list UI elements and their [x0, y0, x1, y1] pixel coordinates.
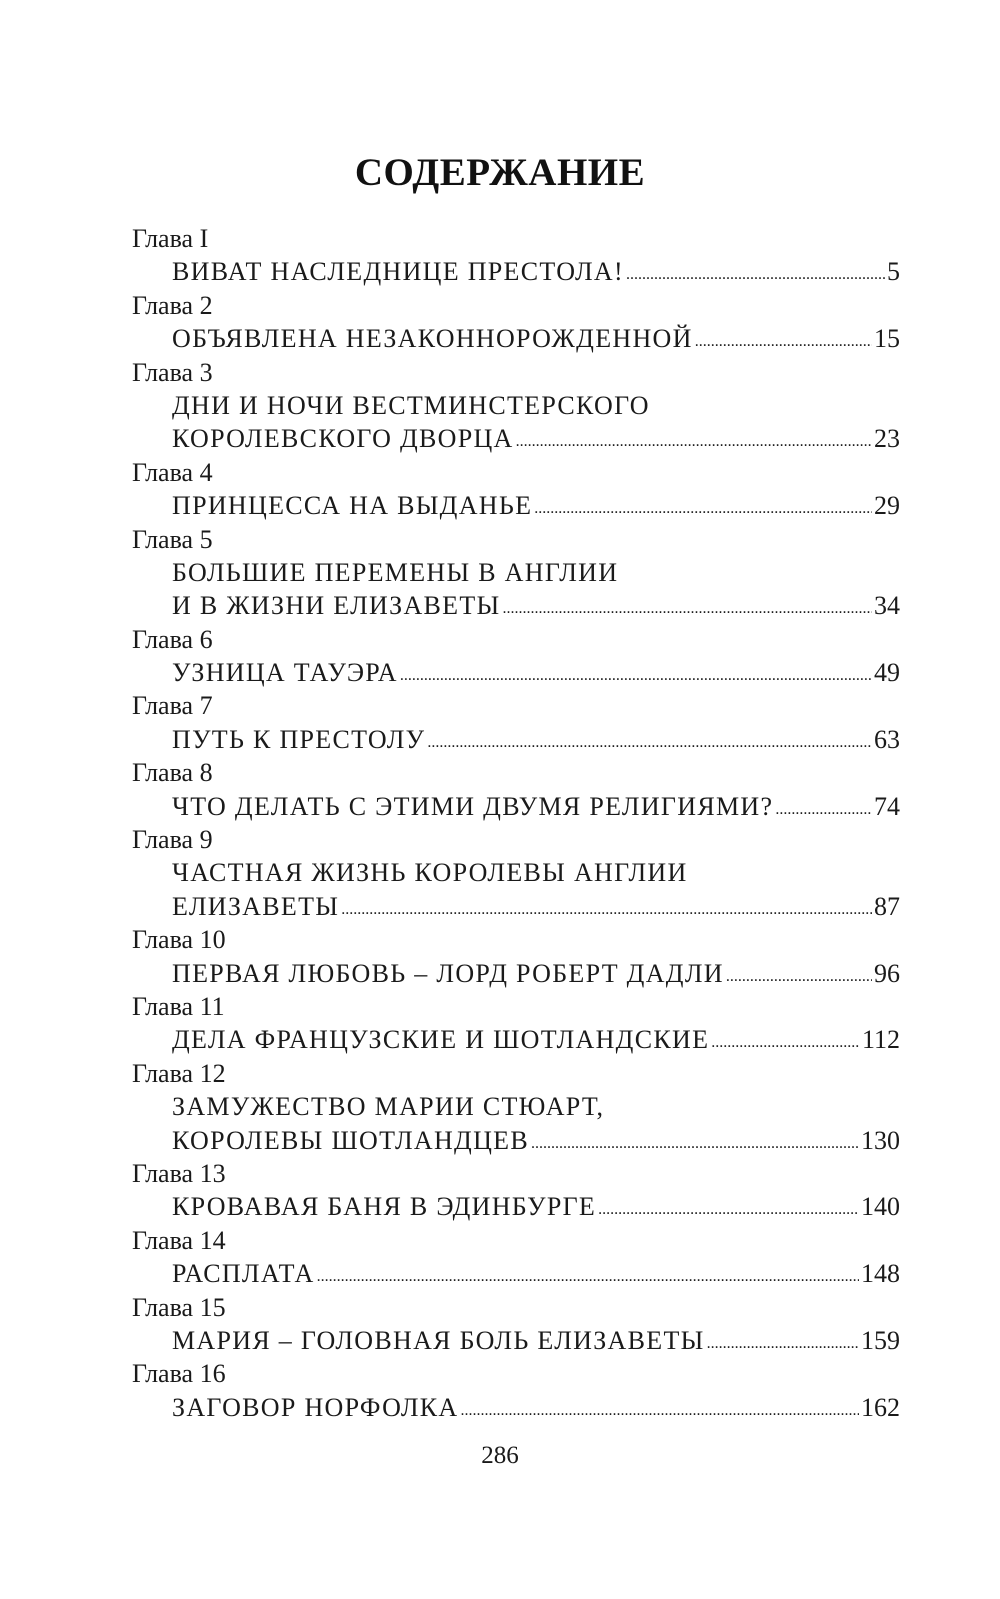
chapter-title: ВИВАТ НАСЛЕДНИЦЕ ПРЕСТОЛА! [172, 257, 624, 287]
chapter-label: Глава 7 [132, 691, 213, 721]
chapter-title-line-with-page [132, 957, 900, 990]
chapter-title-line-with-page [132, 589, 900, 622]
toc-chapter [132, 1357, 900, 1424]
dot-leader [400, 659, 872, 692]
dot-leader [427, 726, 872, 759]
chapter-title: РАСПЛАТА [172, 1259, 315, 1289]
chapter-label: Глава 11 [132, 991, 225, 1021]
toc-chapter [132, 756, 900, 823]
chapter-page-number: 162 [861, 1392, 900, 1422]
page-number-footer: 286 [481, 1442, 519, 1469]
toc-chapter [132, 289, 900, 356]
chapter-title: МАРИЯ – ГОЛОВНАЯ БОЛЬ ЕЛИЗАВЕТЫ [172, 1325, 705, 1355]
dot-leader [626, 258, 885, 291]
chapter-label: Глава 4 [132, 457, 213, 487]
chapter-page-number: 63 [874, 724, 900, 754]
chapter-title: ЗАМУЖЕСТВО МАРИИ СТЮАРТ, [172, 1092, 605, 1122]
chapter-title-line-with-page [132, 890, 900, 923]
toc-chapter [132, 923, 900, 990]
chapter-page-number: 29 [874, 491, 900, 521]
dot-leader [531, 1127, 859, 1160]
chapter-title: И В ЖИЗНИ ЕЛИЗАВЕТЫ [172, 591, 501, 621]
dot-leader [775, 793, 872, 826]
dot-leader [461, 1394, 860, 1427]
chapter-title-line-with-page [132, 322, 900, 355]
chapter-title: КОРОЛЕВСКОГО ДВОРЦА [172, 424, 514, 454]
dot-leader [341, 893, 872, 926]
chapter-page-number: 5 [887, 257, 900, 287]
chapter-title: ЧТО ДЕЛАТЬ С ЭТИМИ ДВУМЯ РЕЛИГИЯМИ? [172, 791, 774, 821]
chapter-title: КРОВАВАЯ БАНЯ В ЭДИНБУРГЕ [172, 1192, 597, 1222]
chapter-label: Глава 6 [132, 624, 213, 654]
chapter-label: Глава 16 [132, 1359, 226, 1389]
toc-chapter [132, 689, 900, 756]
toc-chapter [132, 1224, 900, 1291]
chapter-title: ОБЪЯВЛЕНА НЕЗАКОННОРОЖДЕННОЙ [172, 324, 693, 354]
chapter-title: КОРОЛЕВЫ ШОТЛАНДЦЕВ [172, 1125, 529, 1155]
dot-leader [695, 325, 872, 358]
chapter-title: ЕЛИЗАВЕТЫ [172, 891, 340, 921]
chapter-label: Глава 10 [132, 925, 226, 955]
chapter-label: Глава 3 [132, 357, 213, 387]
chapter-page-number: 49 [874, 658, 900, 688]
dot-leader [317, 1260, 859, 1293]
chapter-page-number: 34 [874, 591, 900, 621]
chapter-title-line-with-page [132, 723, 900, 756]
chapter-title-line-with-page [132, 790, 900, 823]
chapter-title: ДНИ И НОЧИ ВЕСТМИНСТЕРСКОГО [172, 390, 650, 420]
chapter-title: ЗАГОВОР НОРФОЛКА [172, 1392, 459, 1422]
toc-chapter [132, 1157, 900, 1224]
chapter-title: БОЛЬШИЕ ПЕРЕМЕНЫ В АНГЛИИ [172, 557, 619, 587]
table-of-contents [132, 222, 900, 1424]
dot-leader [516, 425, 872, 458]
chapter-title-line-with-page [132, 489, 900, 522]
dot-leader [534, 492, 872, 525]
chapter-page-number: 140 [861, 1192, 900, 1222]
dot-leader [598, 1193, 859, 1226]
dot-leader [707, 1327, 859, 1360]
chapter-page-number: 23 [874, 424, 900, 454]
toc-chapter [132, 1291, 900, 1358]
toc-chapter [132, 356, 900, 456]
chapter-page-number: 112 [861, 1025, 900, 1055]
chapter-title-line-with-page [132, 1257, 900, 1290]
chapter-title: ДЕЛА ФРАНЦУЗСКИЕ И ШОТЛАНДСКИЕ [172, 1025, 710, 1055]
chapter-page-number: 74 [874, 791, 900, 821]
chapter-label: Глава 5 [132, 524, 213, 554]
chapter-title: ЧАСТНАЯ ЖИЗНЬ КОРОЛЕВЫ АНГЛИИ [172, 858, 688, 888]
chapter-title: ПУТЬ К ПРЕСТОЛУ [172, 724, 426, 754]
toc-chapter [132, 523, 900, 623]
chapter-title: ПЕРВАЯ ЛЮБОВЬ – ЛОРД РОБЕРТ ДАДЛИ [172, 958, 724, 988]
chapter-label: Глава I [132, 224, 209, 253]
chapter-label: Глава 13 [132, 1158, 226, 1188]
chapter-title-line-with-page [132, 1023, 900, 1056]
chapter-label: Глава 9 [132, 825, 213, 855]
chapter-label: Глава 2 [132, 290, 213, 320]
chapter-title-line [132, 556, 900, 589]
chapter-title-line [132, 1090, 900, 1123]
toc-chapter [132, 623, 900, 690]
chapter-title: УЗНИЦА ТАУЭРА [172, 658, 398, 688]
chapter-title-line-with-page [132, 255, 900, 288]
toc-chapter [132, 1057, 900, 1157]
chapter-title-line [132, 856, 900, 889]
chapter-title: ПРИНЦЕССА НА ВЫДАНЬЕ [172, 491, 533, 521]
chapter-title-line-with-page [132, 1124, 900, 1157]
toc-chapter [132, 222, 900, 289]
dot-leader [726, 960, 872, 993]
dot-leader [711, 1026, 860, 1059]
chapter-page-number: 148 [861, 1259, 900, 1289]
toc-chapter [132, 456, 900, 523]
chapter-page-number: 159 [861, 1325, 900, 1355]
chapter-label: Глава 8 [132, 758, 213, 788]
toc-chapter [132, 990, 900, 1057]
chapter-label: Глава 15 [132, 1292, 226, 1322]
chapter-title-line-with-page [132, 656, 900, 689]
chapter-title-line-with-page [132, 1324, 900, 1357]
chapter-label: Глава 14 [132, 1225, 226, 1255]
chapter-title-line-with-page [132, 1391, 900, 1424]
chapter-page-number: 15 [874, 324, 900, 354]
chapter-label: Глава 12 [132, 1058, 226, 1088]
chapter-page-number: 130 [861, 1125, 900, 1155]
toc-chapter [132, 823, 900, 923]
chapter-title-line [132, 389, 900, 422]
chapter-title-line-with-page [132, 1190, 900, 1223]
chapter-page-number: 87 [874, 891, 900, 921]
chapter-page-number: 96 [874, 958, 900, 988]
dot-leader [503, 592, 873, 625]
page-title: СОДЕРЖАНИЕ [354, 151, 646, 194]
chapter-title-line-with-page [132, 422, 900, 455]
